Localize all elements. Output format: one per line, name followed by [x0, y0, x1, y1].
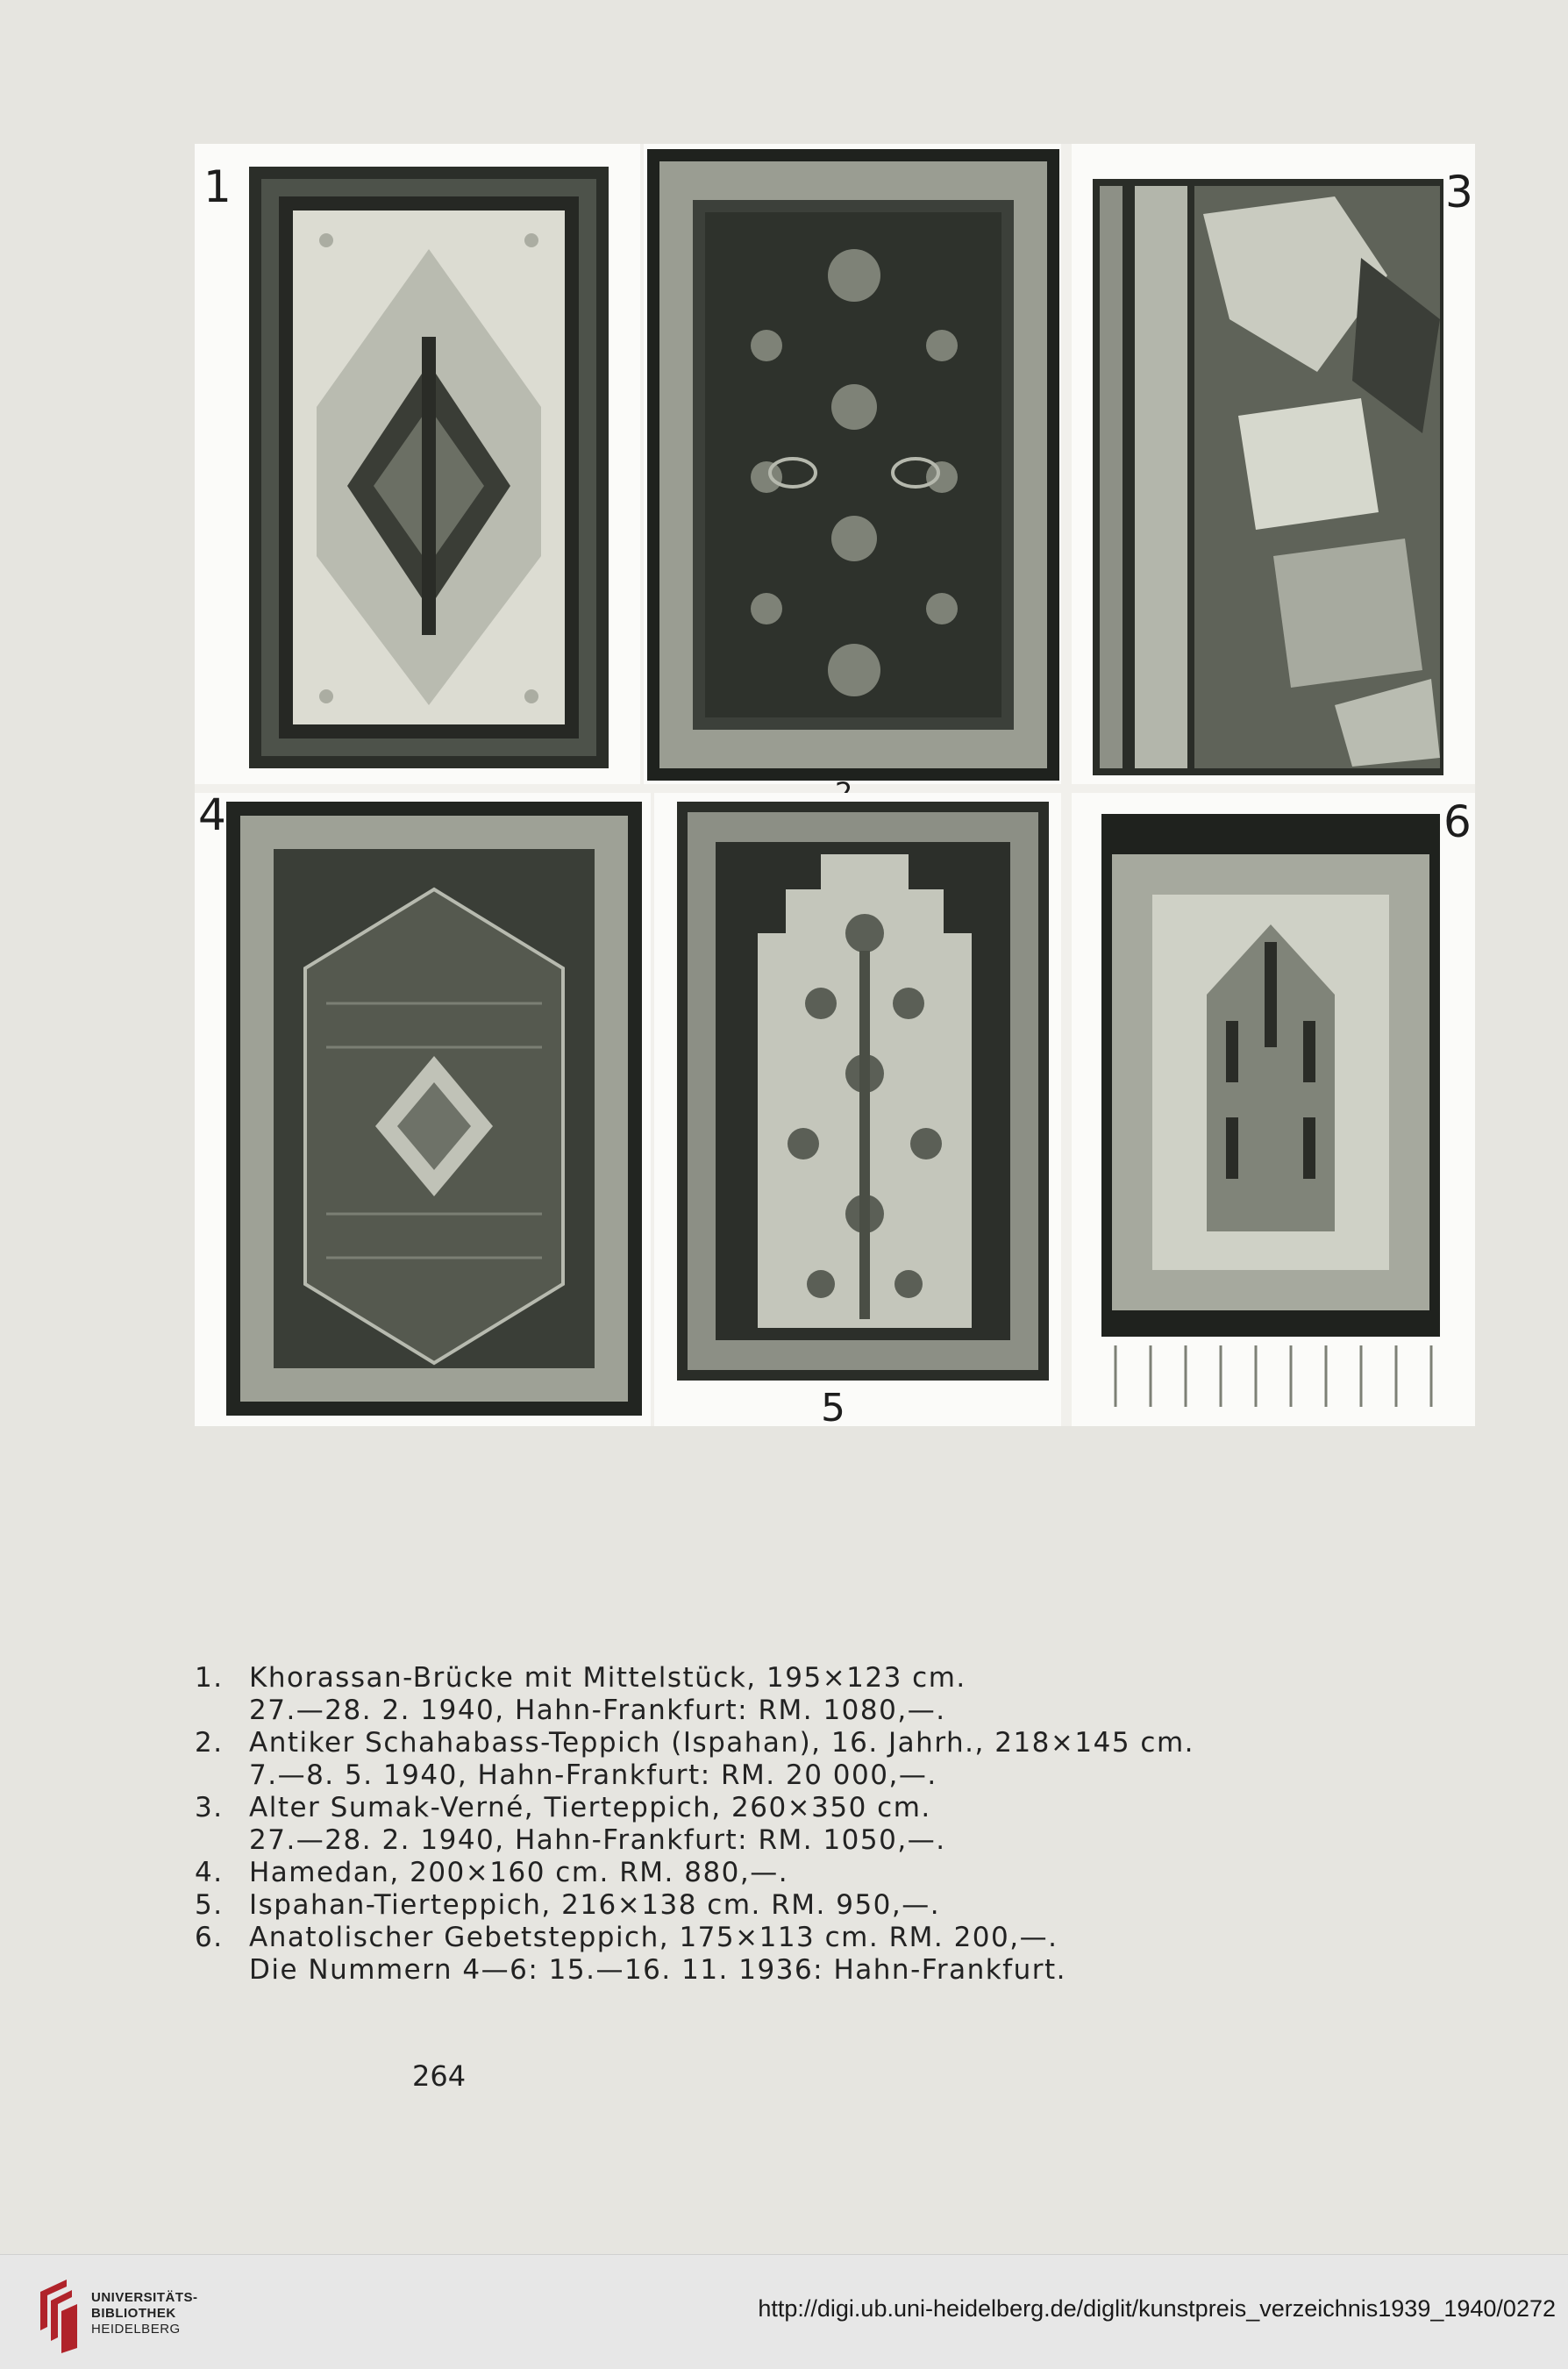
rug-photo-3: [1072, 144, 1475, 784]
library-name-line3: HEIDELBERG: [91, 2322, 181, 2337]
caption-number: 3.: [195, 1792, 224, 1823]
library-name: [91, 2290, 198, 2337]
caption-number: 5.: [195, 1889, 224, 1921]
caption-text: Antiker Schahabass-Teppich (Ispahan), 16. Jahrh., 218×145 cm.: [249, 1727, 1194, 1759]
caption-text: Alter Sumak-Verné, Tierteppich, 260×350 cm.: [249, 1792, 931, 1823]
caption-text: Hamedan, 200×160 cm. RM. 880,—.: [249, 1857, 789, 1888]
caption-text: Anatolischer Gebetsteppich, 175×113 cm. RM. 200,—.: [249, 1922, 1058, 1953]
caption-text: 7.—8. 5. 1940, Hahn-Frankfurt: RM. 20 000,—.: [249, 1759, 937, 1791]
caption-line: [195, 1727, 1335, 1759]
caption-text: Ispahan-Tierteppich, 216×138 cm. RM. 950,—.: [249, 1889, 941, 1921]
caption-line: [195, 1695, 1335, 1727]
caption-line: [195, 1759, 1335, 1792]
rug-label-5: 5: [821, 1386, 845, 1431]
caption-text: Die Nummern 4—6: 15.—16. 11. 1936: Hahn-Frankfurt.: [249, 1954, 1066, 1986]
rug-photo-6: [1072, 793, 1475, 1426]
caption-line: [195, 1954, 1335, 1987]
caption-text: Khorassan-Brücke mit Mittelstück, 195×123 cm.: [249, 1662, 966, 1694]
rug-photo-1: [195, 144, 640, 784]
rug-label-1: 1: [203, 161, 232, 212]
caption-line: [195, 1889, 1335, 1922]
library-name-line1: UNIVERSITÄTS-: [91, 2290, 198, 2305]
ub-heidelberg-logo-icon[interactable]: [32, 2274, 81, 2355]
caption-line: [195, 1922, 1335, 1954]
caption-number: 2.: [195, 1727, 224, 1759]
caption-text: 27.—28. 2. 1940, Hahn-Frankfurt: RM. 1050,—.: [249, 1824, 946, 1856]
caption-number: 6.: [195, 1922, 224, 1953]
caption-text: 27.—28. 2. 1940, Hahn-Frankfurt: RM. 1080,—.: [249, 1695, 946, 1726]
permalink-url[interactable]: http://digi.ub.uni-heidelberg.de/diglit/kunstpreis_verzeichnis1939_1940/0272: [758, 2295, 1556, 2322]
rug-photo-5: [654, 793, 1061, 1431]
library-footer: [0, 2254, 1568, 2369]
rug-plate: [195, 144, 1475, 1431]
caption-line: [195, 1662, 1335, 1695]
library-name-line2: BIBLIOTHEK: [91, 2306, 176, 2321]
rug-label-4: 4: [198, 789, 226, 840]
caption-list: [195, 1662, 1335, 1987]
caption-line: [195, 1824, 1335, 1857]
caption-number: 1.: [195, 1662, 224, 1694]
rug-label-3: 3: [1445, 167, 1473, 218]
caption-line: [195, 1792, 1335, 1824]
rug-photo-4: [195, 789, 651, 1426]
rug-label-6: 6: [1443, 796, 1472, 847]
page-number: 264: [412, 2059, 467, 2093]
caption-number: 4.: [195, 1857, 224, 1888]
rug-photo-2: [644, 144, 1061, 784]
caption-line: [195, 1857, 1335, 1889]
